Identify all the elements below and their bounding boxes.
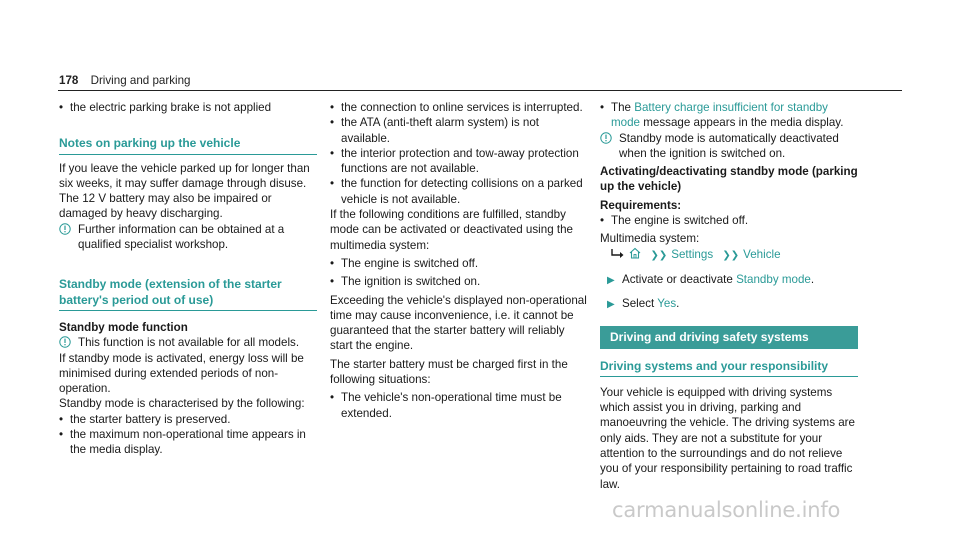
menu-path bbox=[600, 247, 858, 263]
column-right bbox=[600, 100, 858, 492]
info-icon bbox=[59, 336, 71, 348]
page-number: 178 bbox=[59, 74, 79, 87]
path-arrow-icon bbox=[610, 249, 626, 259]
info-icon bbox=[600, 132, 612, 144]
display-message-text: Battery charge insufficient for standby mode bbox=[611, 101, 828, 130]
chapter-bar: Driving and driving safety systems bbox=[600, 326, 858, 349]
paragraph: If you leave the vehicle parked up for longer than six weeks, it may suffer damage through disuse. bbox=[59, 161, 310, 190]
section-title: Driving and parking bbox=[90, 74, 191, 87]
watermark: carmanualsonline.info bbox=[612, 498, 841, 522]
requirements-label: Requirements: bbox=[600, 198, 682, 212]
list-item: • the function for detecting collisions on a parked vehicle is not available. bbox=[330, 176, 588, 207]
list-item: • the starter battery is preserved. bbox=[59, 412, 317, 427]
paragraph: The starter battery must be charged first in the following situations: bbox=[330, 357, 568, 387]
info-note: Standby mode is automatically deactivated when the ignition is switched on. bbox=[600, 131, 858, 162]
list-item: • the connection to online services is interrupted. bbox=[330, 100, 588, 115]
step-item: ▶ Select Yes. bbox=[600, 296, 858, 311]
path-vehicle: Vehicle bbox=[743, 247, 781, 261]
paragraph: Standby mode is characterised by the following: bbox=[59, 397, 305, 411]
list-item: • the electric parking brake is not applied bbox=[59, 100, 317, 115]
path-settings: Settings bbox=[671, 247, 714, 261]
list-item: • the ATA (anti-theft alarm system) is not available. bbox=[330, 115, 588, 146]
paragraph: Exceeding the vehicle's displayed non-operational time may cause inconvenience, i.e. it cannot be guaranteed that the starter battery will reliably start the engine. bbox=[330, 293, 587, 353]
paragraph: If the following conditions are fulfilled, standby mode can be activated or deactivated using the multimedia system: bbox=[330, 208, 573, 252]
chevron-right-icon: ❯❯ bbox=[650, 249, 668, 261]
list-item: • the maximum non-operational time appears in the media display. bbox=[59, 427, 317, 458]
list-item: • The engine is switched off. bbox=[330, 256, 588, 271]
home-icon bbox=[629, 247, 641, 259]
subheading-function: Standby mode function bbox=[59, 320, 188, 334]
subheading-activate: Activating/deactivating standby mode (parking up the vehicle) bbox=[600, 165, 858, 194]
info-note: This function is not available for all models. bbox=[59, 335, 317, 350]
section-heading-responsibility: Driving systems and your responsibility bbox=[600, 359, 858, 377]
paragraph: Your vehicle is equipped with driving systems which assist you in driving, parking and manoeuvring the vehicle. The driving systems are only aids. They are not a substitute for your attention to the surroundings and do not relieve you of your responsibility pertaining to road traffic law. bbox=[600, 385, 855, 491]
multimedia-label: Multimedia system: bbox=[600, 232, 700, 246]
list-item: • The vehicle's non-operational time must be extended. bbox=[330, 390, 588, 421]
list-item: • The engine is switched off. bbox=[600, 213, 858, 228]
step-arrow-icon: ▶ bbox=[607, 274, 615, 286]
section-heading-notes: Notes on parking up the vehicle bbox=[59, 136, 317, 154]
step-arrow-icon: ▶ bbox=[607, 299, 615, 311]
page-header bbox=[59, 73, 190, 88]
list-item: • the interior protection and tow-away protection functions are not available. bbox=[330, 146, 588, 177]
list-item: • The ignition is switched on. bbox=[330, 274, 588, 289]
column-left bbox=[59, 100, 317, 458]
chevron-right-icon: ❯❯ bbox=[722, 249, 740, 261]
list-item: • The Battery charge insufficient for standby mode message appears in the media display. bbox=[600, 100, 858, 131]
step-item: ▶ Activate or deactivate Standby mode. bbox=[600, 272, 858, 287]
column-middle bbox=[330, 100, 588, 421]
header-divider bbox=[58, 90, 902, 91]
info-note: Further information can be obtained at a qualified specialist workshop. bbox=[59, 222, 317, 253]
paragraph: If standby mode is activated, energy loss will be minimised during extended periods of non-operation. bbox=[59, 351, 304, 396]
info-icon bbox=[59, 223, 71, 235]
yes-option: Yes bbox=[657, 297, 677, 311]
standby-mode-link: Standby mode bbox=[736, 272, 811, 286]
section-heading-standby: Standby mode (extension of the starter battery's period out of use) bbox=[59, 277, 317, 311]
paragraph: The 12 V battery may also be impaired or damaged by heavy discharging. bbox=[59, 192, 272, 221]
